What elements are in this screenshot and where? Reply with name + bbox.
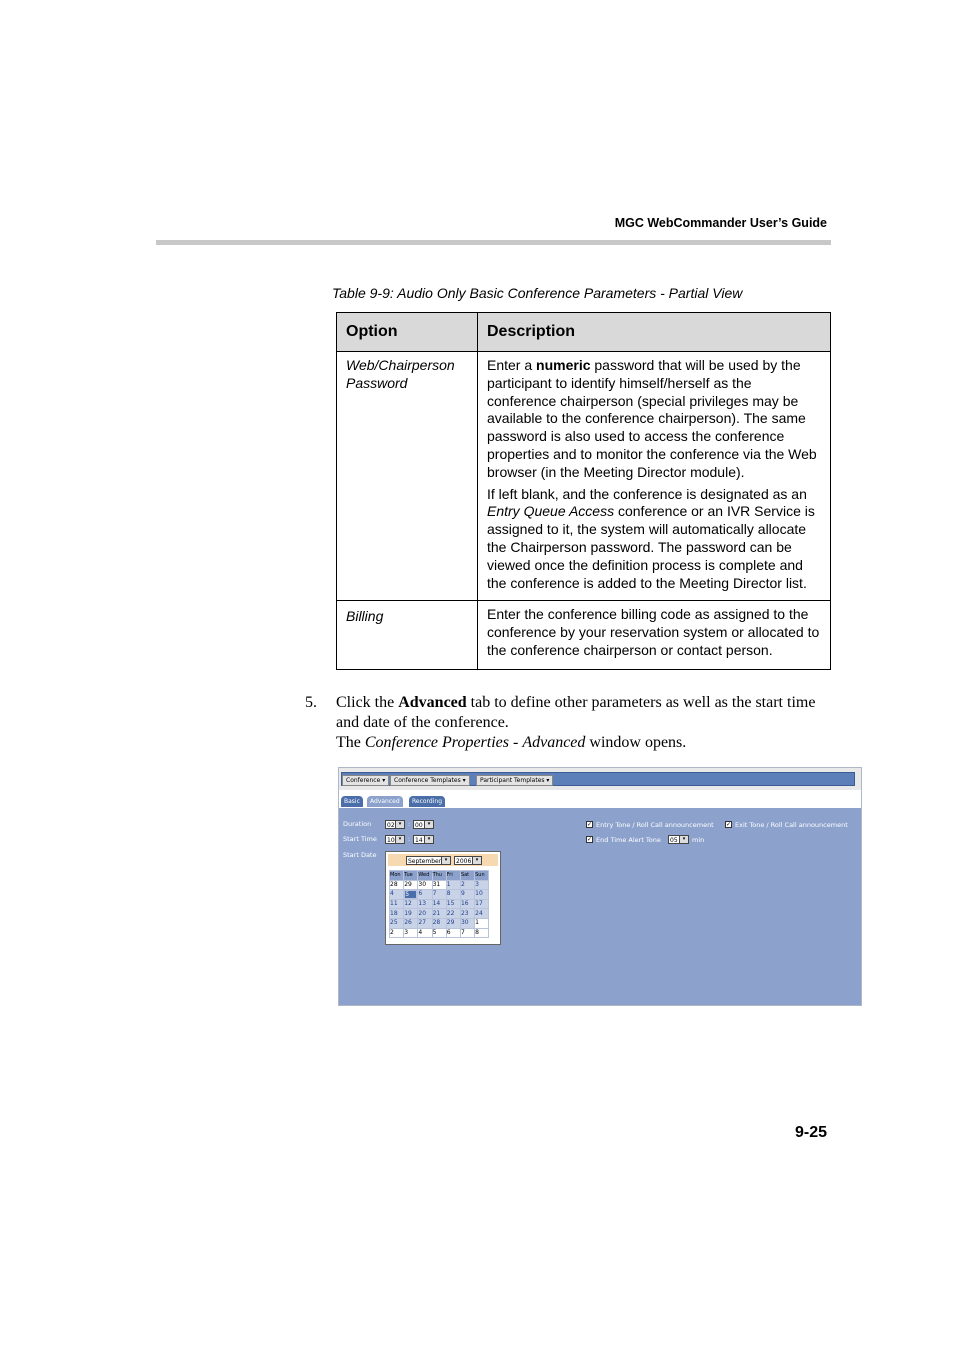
text-run: The — [336, 734, 365, 751]
exit-tone-checkbox[interactable]: ✓ — [726, 821, 732, 828]
calendar-day[interactable]: 10 — [475, 890, 489, 900]
chevron-down-icon: ▾ — [472, 857, 481, 864]
step-body — [336, 693, 836, 753]
calendar-day[interactable]: 21 — [432, 909, 446, 919]
chevron-down-icon: ▾ — [395, 836, 404, 843]
start-date-label: Start Date — [343, 851, 377, 859]
italic-text: Advanced — [522, 734, 586, 751]
parameters-table — [336, 312, 831, 670]
column-header-option: Option — [337, 313, 478, 352]
calendar-day[interactable]: 7 — [460, 928, 474, 938]
text-run: password that will be used by the participant to identify himself/herself as the conference chairperson (special privileges may be available to the conference chairperson). The same password is also used to access the conference properties and to monitor the conference via the Web browser (in the Meeting Director module). — [487, 357, 817, 480]
exit-tone-label: Exit Tone / Roll Call announcement — [735, 821, 848, 829]
calendar-day[interactable]: 16 — [460, 899, 474, 909]
duration-minutes-select[interactable] — [413, 820, 434, 829]
calendar-day[interactable]: 6 — [418, 890, 432, 900]
chevron-down-icon: ▾ — [441, 857, 450, 864]
calendar-day[interactable]: 3 — [475, 880, 489, 890]
menu-participant-templates[interactable]: Participant Templates ▾ — [476, 775, 553, 786]
calendar-day[interactable]: 31 — [432, 880, 446, 890]
duration-label: Duration — [343, 820, 372, 828]
menu-bar — [339, 768, 861, 790]
calendar-day[interactable]: 30 — [418, 880, 432, 890]
calendar-day[interactable]: 11 — [390, 899, 404, 909]
chevron-down-icon: ▾ — [395, 821, 404, 828]
select-value: September — [408, 858, 442, 865]
option-cell: Billing — [337, 601, 478, 669]
text-run: conference or an IVR Service is assigned to it, the system will automatically allocate the Chairperson password. The password can be viewed once the definition process is complete and the conference is added to the Meeting Director list. — [487, 503, 815, 591]
weekday-header: Tue — [404, 871, 418, 881]
calendar-week — [390, 909, 489, 919]
select-value: 02 — [387, 822, 395, 829]
end-time-alert-unit: min — [692, 836, 705, 844]
select-value: 2006 — [456, 858, 472, 865]
calendar-day[interactable]: 18 — [390, 909, 404, 919]
weekday-header: Sat — [460, 871, 474, 881]
calendar-day[interactable]: 20 — [418, 909, 432, 919]
calendar-day[interactable]: 29 — [404, 880, 418, 890]
calendar-day[interactable]: 28 — [390, 880, 404, 890]
year-select[interactable] — [454, 856, 482, 865]
chevron-down-icon: ▾ — [424, 821, 433, 828]
tab-basic[interactable]: Basic — [341, 796, 363, 807]
calendar-day[interactable]: 27 — [418, 918, 432, 928]
calendar-day[interactable]: 14 — [432, 899, 446, 909]
calendar-day[interactable]: 2 — [390, 928, 404, 938]
text-run: If left blank, and the conference is designated as an — [487, 485, 807, 502]
end-time-alert-checkbox[interactable]: ✓ — [587, 836, 593, 843]
calendar-day[interactable]: 29 — [446, 918, 460, 928]
calendar-day[interactable]: 26 — [404, 918, 418, 928]
duration-hours-select[interactable] — [385, 820, 405, 829]
bold-text: Advanced — [398, 694, 467, 711]
calendar-day[interactable]: 1 — [475, 918, 489, 928]
step-result — [336, 733, 836, 753]
time-separator: : — [408, 835, 411, 843]
calendar-day-selected[interactable]: 5 — [404, 890, 417, 899]
calendar-day[interactable]: 4 — [418, 928, 432, 938]
menu-conference-templates[interactable]: Conference Templates ▾ — [390, 775, 470, 786]
text-run: window opens. — [585, 734, 687, 751]
description-paragraph — [487, 357, 821, 482]
chevron-down-icon: ▾ — [679, 836, 688, 843]
menu-bar-field — [341, 772, 855, 786]
start-minute-select[interactable] — [413, 835, 434, 844]
end-time-alert-select[interactable] — [668, 835, 689, 844]
tab-recording[interactable]: Recording — [409, 796, 445, 807]
calendar-grid — [389, 870, 489, 938]
select-value: 00 — [415, 822, 423, 829]
calendar-day[interactable]: 9 — [460, 890, 474, 900]
tab-strip — [339, 790, 861, 808]
calendar-week — [390, 899, 489, 909]
page-number: 9-25 — [794, 1124, 827, 1141]
calendar-day[interactable]: 17 — [475, 899, 489, 909]
bold-text: numeric — [536, 357, 591, 373]
description-paragraph: Enter the conference billing code as assigned to the conference by your reservation system or allocated to the conference chairperson or contact person. — [487, 606, 820, 658]
calendar-day[interactable]: 30 — [460, 918, 474, 928]
italic-text: Conference Properties — [364, 734, 509, 751]
description-cell — [478, 601, 831, 669]
select-value: 10 — [387, 837, 395, 844]
calendar-day[interactable]: 23 — [460, 909, 474, 919]
text-run: Click the — [336, 694, 399, 711]
calendar-week — [390, 890, 489, 900]
italic-text: Entry Queue Access — [487, 503, 615, 520]
column-header-description: Description — [478, 313, 831, 352]
start-hour-select[interactable] — [385, 835, 405, 844]
weekday-header: Sun — [475, 871, 489, 881]
menu-conference[interactable]: Conference ▾ — [342, 775, 389, 786]
calendar-day[interactable]: 8 — [446, 890, 460, 900]
chevron-down-icon: ▾ — [424, 836, 433, 843]
weekday-header: Fri — [446, 871, 460, 881]
calendar-day[interactable]: 3 — [404, 928, 418, 938]
option-cell: Web/Chairperson Password — [337, 352, 478, 601]
calendar-week — [390, 918, 489, 928]
conference-properties-screenshot — [338, 767, 862, 1006]
calendar-header — [388, 854, 498, 866]
calendar-day[interactable]: 8 — [475, 928, 489, 938]
weekday-header: Thu — [432, 871, 446, 881]
description-cell — [478, 352, 831, 601]
calendar-day[interactable]: 15 — [446, 899, 460, 909]
time-separator: : — [408, 820, 411, 828]
calendar-day[interactable]: 19 — [404, 909, 418, 919]
table-caption: Table 9-9: Audio Only Basic Conference Parameters - Partial View — [332, 285, 743, 301]
entry-tone-checkbox[interactable]: ✓ — [587, 821, 593, 828]
calendar-day[interactable]: 13 — [418, 899, 432, 909]
calendar-day[interactable]: 28 — [432, 918, 446, 928]
calendar-day[interactable]: 25 — [390, 918, 404, 928]
calendar-day[interactable]: 12 — [404, 899, 418, 909]
step-number: 5. — [305, 694, 317, 711]
table-row — [337, 601, 831, 669]
weekday-header: Wed — [418, 871, 432, 881]
calendar-week — [390, 928, 489, 938]
start-time-label: Start Time — [343, 835, 377, 843]
weekday-row — [390, 871, 489, 881]
calendar-picker — [385, 851, 501, 945]
text-run: - — [508, 734, 523, 751]
tab-advanced[interactable]: Advanced — [367, 796, 403, 807]
calendar-day[interactable]: 24 — [475, 909, 489, 919]
calendar-day[interactable]: 2 — [460, 880, 474, 890]
calendar-day[interactable]: 1 — [446, 880, 460, 890]
select-value: 05 — [670, 837, 678, 844]
calendar-day[interactable]: 22 — [446, 909, 460, 919]
description-paragraph — [487, 486, 821, 593]
table-row — [337, 352, 831, 601]
text-run: tab to define other parameters as well as the start time and date of the conference. — [336, 694, 816, 731]
calendar-day[interactable]: 7 — [432, 890, 446, 900]
calendar-day[interactable]: 6 — [446, 928, 460, 938]
entry-tone-label: Entry Tone / Roll Call announcement — [596, 821, 714, 829]
select-value: 14 — [415, 837, 423, 844]
weekday-header: Mon — [390, 871, 404, 881]
end-time-alert-label: End Time Alert Tone — [596, 836, 661, 844]
month-select[interactable] — [406, 856, 451, 865]
step-instruction — [336, 693, 836, 733]
calendar-day[interactable]: 4 — [390, 890, 404, 900]
calendar-week — [390, 880, 489, 890]
calendar-day[interactable]: 5 — [432, 928, 446, 938]
text-run: Enter a — [487, 357, 537, 373]
running-header-title: MGC WebCommander User’s Guide — [614, 216, 827, 230]
table-header-row — [337, 313, 831, 352]
header-rule — [156, 240, 831, 245]
